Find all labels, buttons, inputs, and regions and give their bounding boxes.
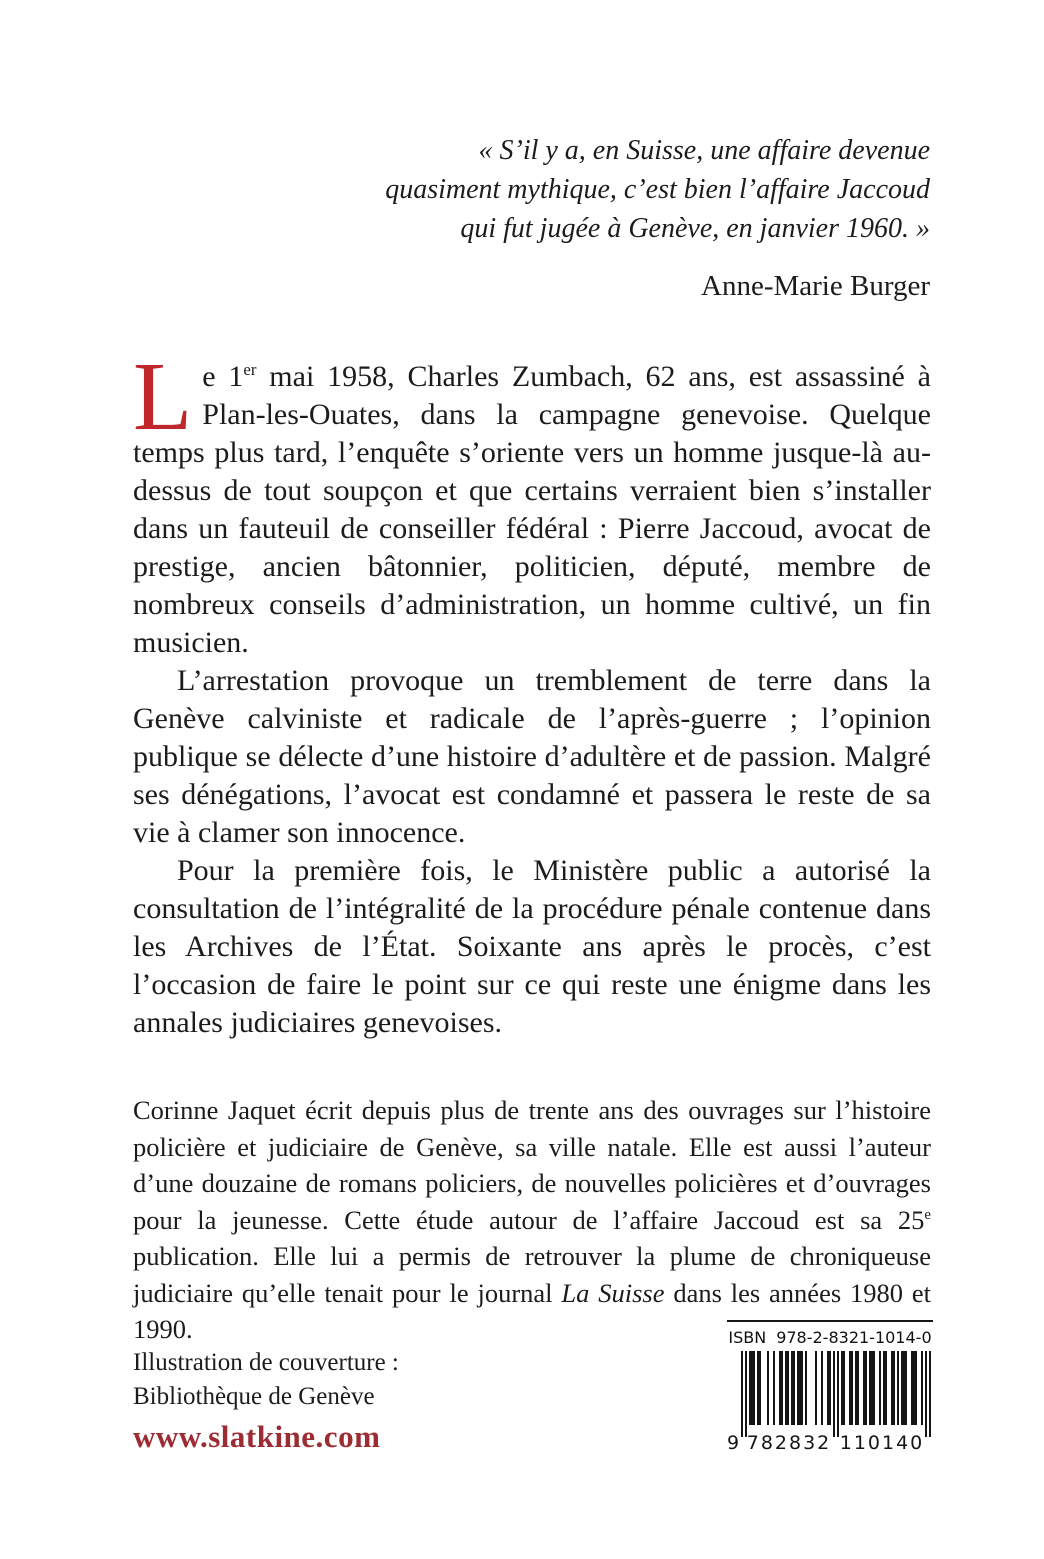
- isbn-barcode-block: [727, 1320, 933, 1453]
- epigraph-attribution: Anne-Marie Burger: [701, 270, 930, 302]
- isbn-value: 978-2-8321-1014-0: [776, 1328, 932, 1347]
- cover-illustration-credit: [133, 1346, 399, 1414]
- credit-line: Illustration de couverture :: [133, 1349, 399, 1376]
- synopsis-paragraph-3: Pour la première fois, le Ministère public a autorisé la consultation de l’intégralité de la procédure pénale contenue dans les Archives de l’État. Soixante ans après le procès, c’est l’occasion de faire le point sur ce qui reste une énigme dans les annales judiciaires genevoises.: [133, 854, 931, 1039]
- ean13-barcode: [727, 1351, 933, 1453]
- bio-text: publication. Elle lui a permis de retrouver la plume de chroniqueuse judiciaire qu’elle tenait pour le journal: [133, 1241, 931, 1308]
- synopsis-paragraph-2: L’arrestation provoque un tremblement de terre dans la Genève calviniste et radicale de l’après-guerre ; l’opinion publique se délecte d’une histoire d’adultère et de passion. Malgré ses dénégations, l’avocat est condamné et passera le reste de sa vie à clamer son innocence.: [133, 664, 931, 849]
- epigraph: [385, 131, 930, 303]
- epigraph-line: quasiment mythique, c’est bien l’affaire Jaccoud: [385, 174, 930, 205]
- isbn-label: ISBN: [728, 1328, 767, 1347]
- author-bio: [133, 1092, 931, 1348]
- ordinal-superscript: e: [924, 1206, 931, 1223]
- synopsis-text: mai 1958, Charles Zumbach, 62 ans, est assassiné à Plan-les-Ouates, dans la campagne genevoise. Quelque temps plus tard, l’enquête s’oriente vers un homme jusque-là au-dessus de tout soupçon et que certains verraient bien s’installer dans un fauteuil de conseiller fédéral : Pierre Jaccoud, avocat de prestige, ancien bâtonnier, politicien, député, membre de nombreux conseils d’administration, un homme cultivé, un fin musicien.: [133, 360, 931, 659]
- epigraph-line: « S’il y a, en Suisse, une affaire devenue: [478, 135, 930, 166]
- journal-name: La Suisse: [561, 1277, 665, 1308]
- ordinal-superscript: er: [243, 360, 257, 379]
- svg-text:9: 9: [727, 1432, 740, 1453]
- isbn-number: [727, 1328, 933, 1347]
- synopsis-paragraph-1: [133, 343, 931, 662]
- synopsis-text: e 1: [202, 360, 244, 393]
- publisher-website: www.slatkine.com: [133, 1419, 381, 1454]
- dropcap-letter: L: [133, 343, 193, 450]
- svg-text:110140: 110140: [839, 1432, 925, 1453]
- synopsis: [133, 343, 931, 1042]
- bio-text: Corinne Jaquet écrit depuis plus de trente ans des ouvrages sur l’histoire policière et judiciaire de Genève, sa ville natale. Elle est aussi l’auteur d’une douzaine de romans policiers, de nouvelles policières et d’ouvrages pour la jeunesse. Cette étude autour de l’affaire Jaccoud est sa 25: [133, 1095, 931, 1235]
- credit-line: Bibliothèque de Genève: [133, 1383, 375, 1410]
- svg-text:782832: 782832: [746, 1432, 832, 1453]
- epigraph-line: qui fut jugée à Genève, en janvier 1960. »: [460, 213, 930, 244]
- bio-text: dans les années 1980 et 1990.: [133, 1277, 931, 1344]
